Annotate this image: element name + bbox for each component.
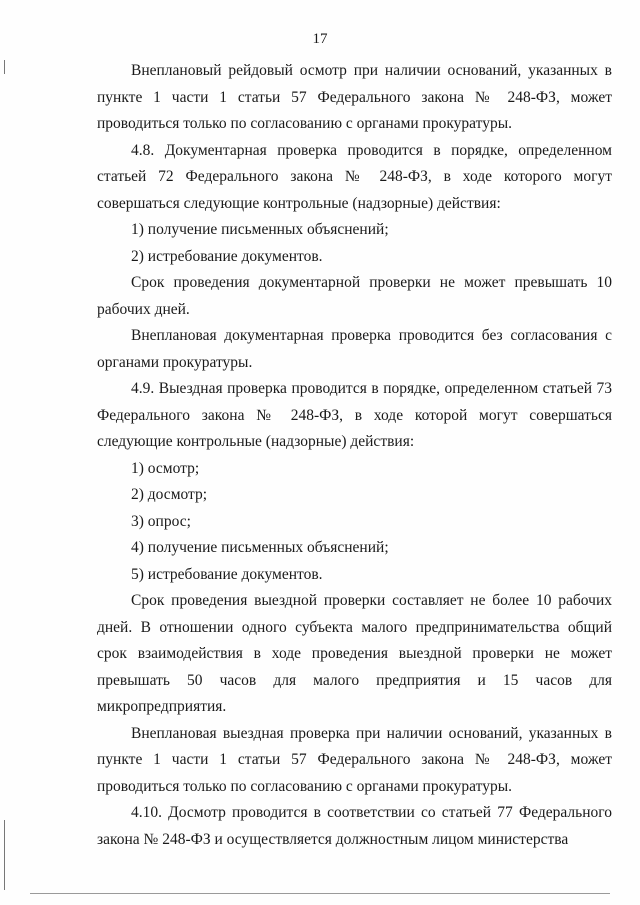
list-item: 2) досмотр; — [131, 486, 208, 503]
paragraph-documentary-term: Срок проведения документарной проверки не может превышать 10 рабочих дней. — [97, 274, 612, 318]
list-item: 3) опрос; — [131, 512, 191, 530]
scan-edge-mark — [4, 60, 5, 74]
paragraph-4-9-onsite-inspection: 4.9. Выездная проверка проводится в порядке, определенном статьей 73 Федерального закона № 248-ФЗ, в ходе которой могут совершаться следующие контрольные (надзорные) действия: — [97, 380, 612, 450]
scan-edge-mark — [4, 820, 5, 890]
paragraph-unscheduled-onsite: Внеплановая выездная проверка при наличии оснований, указанных в пункте 1 части 1 статьи 57 Федерального закона № 248-ФЗ, может проводиться только по согласованию с органами прокуратуры. — [97, 724, 612, 795]
paragraph-unscheduled-documentary: Внеплановая документарная проверка проводится без согласования с органами прокуратуры. — [97, 327, 612, 371]
scan-bottom-line — [30, 893, 610, 894]
list-item: 1) осмотр; — [131, 459, 200, 477]
paragraph-4-10-inspection-search: 4.10. Досмотр проводится в соответствии со статьей 77 Федерального закона № 248-ФЗ и осуществляется должностным лицом министерства — [97, 804, 612, 848]
list-item: 2) истребование документов. — [131, 247, 323, 265]
list-item: 4) получение письменных объяснений; — [131, 539, 389, 556]
page-number: 17 — [312, 31, 328, 47]
paragraph-4-8-documentary-inspection: 4.8. Документарная проверка проводится в порядке, определенном статьей 72 Федерального закона № 248-ФЗ, в ходе которого могут совершаться следующие контрольные (надзорные) действия: — [97, 141, 612, 212]
body-text — [97, 58, 612, 853]
paragraph-unscheduled-raid-inspection: Внеплановый рейдовый осмотр при наличии оснований, указанных в пункте 1 части 1 статьи 57 Федерального закона № 248-ФЗ, может проводиться только по согласованию с органами прокуратуры. — [97, 62, 612, 132]
list-item: 5) истребование документов. — [131, 565, 323, 583]
list-item: 1) получение письменных объяснений; — [131, 221, 389, 238]
paragraph-onsite-term: Срок проведения выездной проверки составляет не более 10 рабочих дней. В отношении одного субъекта малого предпринимательства общий срок взаимодействия в ходе проведения выездной проверки не может превышать 50 часов для малого предприятия и 15 часов для микропредприятия. — [97, 592, 612, 715]
